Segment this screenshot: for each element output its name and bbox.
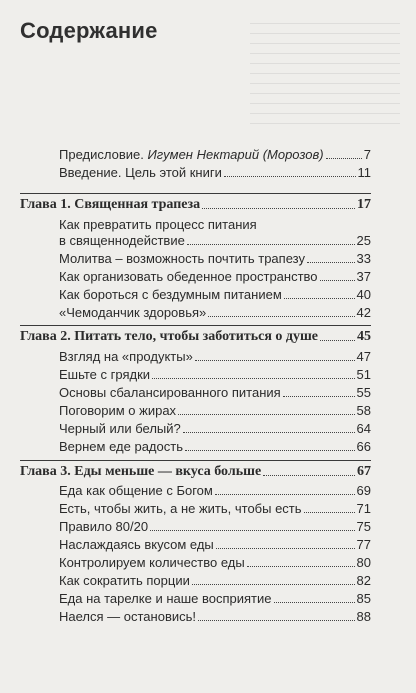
toc-entry-label: Как бороться с бездумным питанием — [59, 287, 282, 302]
toc-entry-label: Контролируем количество еды — [59, 555, 245, 570]
toc-page-number: 85 — [356, 591, 371, 606]
toc-page-number: 88 — [356, 609, 371, 624]
dot-leader — [198, 619, 355, 621]
chapter-divider — [20, 193, 371, 194]
dot-leader — [150, 529, 354, 531]
toc-entry-author: Игумен Нектарий (Морозов) — [147, 147, 324, 162]
dot-leader — [178, 413, 354, 415]
dot-leader — [202, 207, 355, 209]
toc-entry-label: Правило 80/20 — [59, 519, 149, 534]
toc-page-number: 71 — [356, 501, 371, 516]
toc-entry[interactable] — [59, 608, 371, 625]
toc-page-number: 75 — [356, 519, 371, 534]
toc-entry-label: в священнодействие — [59, 233, 185, 248]
toc-entry-label: Еда как общение с Богом — [59, 483, 213, 498]
toc-page-number: 11 — [357, 165, 371, 180]
dot-leader — [195, 359, 355, 361]
toc-entry[interactable] — [59, 518, 371, 535]
toc-entry-line[interactable] — [59, 216, 371, 233]
toc-page-number: 40 — [356, 287, 371, 302]
toc-entry-label: Есть, чтобы жить, а не жить, чтобы есть — [59, 501, 302, 516]
toc-page-number: 42 — [356, 305, 371, 320]
toc-entry[interactable] — [59, 250, 371, 267]
toc-page-number: 67 — [357, 464, 371, 479]
toc-entry-label: Основы сбалансированного питания — [59, 385, 281, 400]
toc-entry-label: Наслаждаясь вкусом еды — [59, 537, 214, 552]
toc-entry[interactable] — [59, 572, 371, 589]
toc-chapter-3[interactable] — [20, 463, 371, 480]
dot-leader — [307, 261, 355, 263]
toc-entry-label: Как организовать обеденное пространство — [59, 269, 318, 284]
dot-leader — [263, 474, 355, 476]
toc-entry-label: Ешьте с грядки — [59, 367, 151, 382]
toc-entry-label: Взгляд на «продукты» — [59, 349, 193, 364]
chapter-title: Глава 3. Еды меньше — вкуса больше — [20, 464, 262, 479]
toc-entry-label: Как превратить процесс питания — [59, 217, 257, 232]
dot-leader — [320, 339, 355, 341]
toc-entry[interactable] — [59, 500, 371, 517]
chapter-title: Глава 2. Питать тело, чтобы заботиться о душе — [20, 329, 319, 344]
dot-leader — [274, 601, 355, 603]
dot-leader — [284, 297, 355, 299]
toc-page-number: 7 — [363, 147, 371, 162]
dot-leader — [320, 279, 355, 281]
toc-entry[interactable] — [59, 268, 371, 285]
toc-entry-label: Черный или белый? — [59, 421, 181, 436]
toc-entry-label: Вернем еде радость — [59, 439, 183, 454]
dot-leader — [208, 315, 354, 317]
toc-page-number: 17 — [357, 197, 371, 212]
toc-entry-preface[interactable] — [59, 146, 371, 163]
toc-entry-label: Предисловие. — [59, 147, 148, 162]
toc-entry[interactable] — [59, 232, 371, 249]
toc-entry-label: Наелся — остановись! — [59, 609, 196, 624]
dot-leader — [224, 175, 356, 177]
toc-entry-label: Молитва – возможность почтить трапезу — [59, 251, 305, 266]
toc-entry-label: «Чемоданчик здоровья» — [59, 305, 207, 320]
dot-leader — [283, 395, 355, 397]
dot-leader — [326, 157, 362, 159]
dot-leader — [304, 511, 355, 513]
toc-page-number: 25 — [356, 233, 371, 248]
dot-leader — [187, 243, 355, 245]
toc-page-number: 37 — [356, 269, 371, 284]
toc-entry[interactable] — [59, 554, 371, 571]
toc-entry-label: Еда на тарелке и наше восприятие — [59, 591, 272, 606]
toc-page-number: 66 — [356, 439, 371, 454]
toc-page-number: 82 — [356, 573, 371, 588]
toc-entry[interactable] — [59, 536, 371, 553]
toc-entry[interactable] — [59, 438, 371, 455]
toc-entry[interactable] — [59, 366, 371, 383]
toc-page-number: 64 — [356, 421, 371, 436]
page-title: Содержание — [20, 18, 158, 43]
toc-entry[interactable] — [59, 402, 371, 419]
dot-leader — [183, 431, 355, 433]
toc-page-number: 55 — [356, 385, 371, 400]
bleed-through-text — [250, 14, 400, 124]
toc-entry[interactable] — [59, 420, 371, 437]
dot-leader — [152, 377, 355, 379]
chapter-divider — [20, 460, 371, 461]
toc-chapter-1[interactable] — [20, 196, 371, 213]
toc-entry-introduction[interactable] — [59, 164, 371, 181]
dot-leader — [215, 493, 355, 495]
toc-chapter-2[interactable] — [20, 328, 371, 345]
toc-entry[interactable] — [59, 286, 371, 303]
dot-leader — [247, 565, 355, 567]
dot-leader — [192, 583, 355, 585]
toc-entry-label: Как сократить порции — [59, 573, 190, 588]
toc-page-number: 33 — [356, 251, 371, 266]
chapter-title: Глава 1. Священная трапеза — [20, 197, 201, 212]
toc-entry-label: Введение. Цель этой книги — [59, 165, 222, 180]
dot-leader — [216, 547, 355, 549]
toc-page-number: 69 — [356, 483, 371, 498]
toc-entry[interactable] — [59, 482, 371, 499]
toc-page-number: 45 — [357, 329, 371, 344]
toc-entry[interactable] — [59, 590, 371, 607]
toc-page-number: 77 — [356, 537, 371, 552]
toc-page-number: 51 — [356, 367, 371, 382]
toc-entry[interactable] — [59, 348, 371, 365]
toc-entry[interactable] — [59, 384, 371, 401]
toc-entry[interactable] — [59, 304, 371, 321]
toc-page-number: 80 — [356, 555, 371, 570]
toc-page-number: 58 — [356, 403, 371, 418]
toc-page-number: 47 — [356, 349, 371, 364]
toc-entry-label: Поговорим о жирах — [59, 403, 177, 418]
chapter-divider — [20, 325, 371, 326]
dot-leader — [185, 449, 355, 451]
